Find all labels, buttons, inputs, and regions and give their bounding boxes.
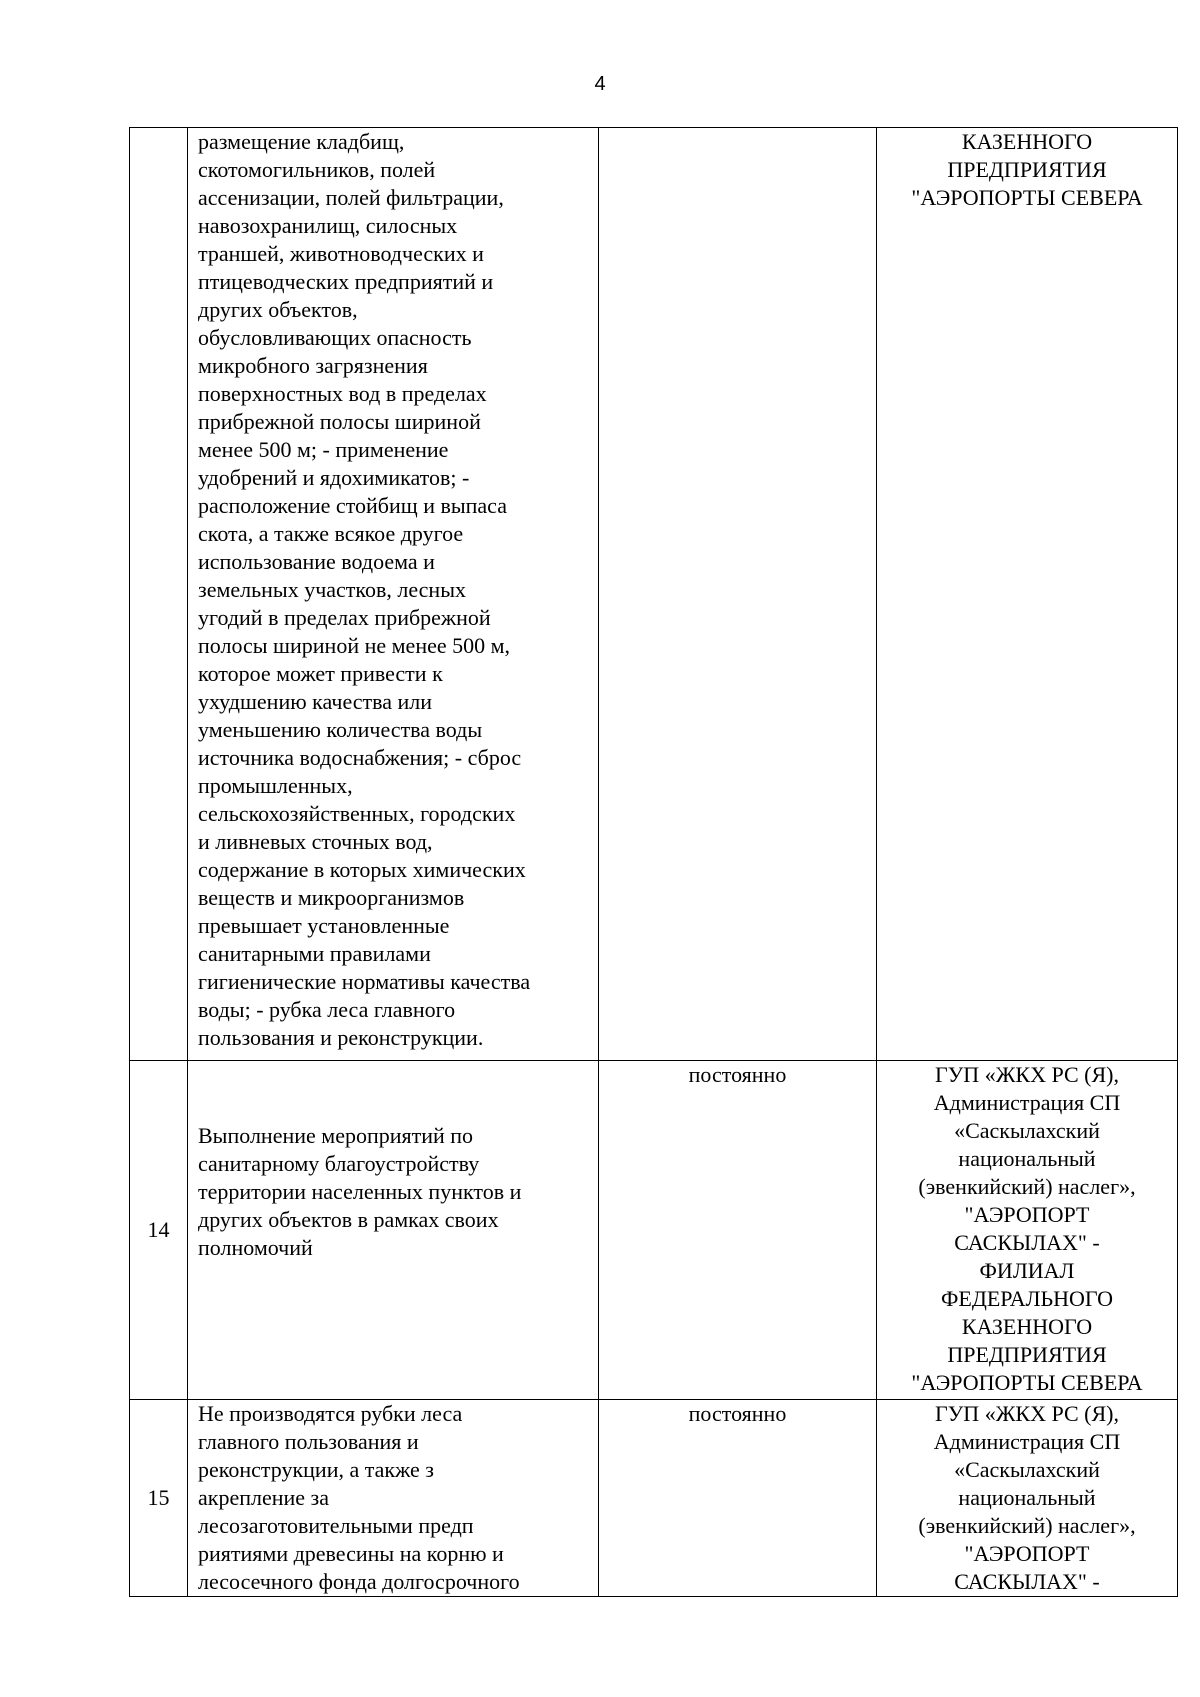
description-line: микробного загрязнения	[198, 353, 428, 378]
description-line: риятиями древесины на корню и	[198, 1541, 504, 1566]
responsible-cell	[877, 128, 1178, 1061]
responsible-line: КАЗЕННОГО	[961, 129, 1093, 154]
row-number-cell	[130, 1400, 188, 1597]
description-line: угодий в пределах прибрежной	[198, 605, 491, 630]
description-line: удобрений и ядохимикатов; -	[198, 465, 470, 490]
description-line: прибрежной полосы шириной	[198, 409, 481, 434]
description-cell	[188, 1400, 599, 1597]
responsible-line: национальный	[958, 1146, 1096, 1171]
description-line: скотомогильников, полей	[198, 157, 436, 182]
responsible-line: "АЭРОПОРТ	[964, 1202, 1090, 1227]
description-line: полномочий	[198, 1235, 313, 1260]
description-line: траншей, животноводческих и	[198, 241, 484, 266]
description-line: которое может привести к	[198, 661, 443, 686]
description-line: главного пользования и	[198, 1429, 419, 1454]
description-line: Выполнение мероприятий по	[198, 1123, 474, 1148]
description-line: лесосечного фонда долгосрочного	[198, 1569, 520, 1594]
description-line: веществ и микроорганизмов	[198, 885, 465, 910]
description-line: промышленных,	[198, 773, 353, 798]
responsible-line: Администрация СП	[933, 1429, 1121, 1454]
responsible-line: ФЕДЕРАЛЬНОГО	[941, 1286, 1113, 1311]
table-row	[130, 1400, 1178, 1597]
description-line: территории населенных пунктов и	[198, 1179, 522, 1204]
description-line: и ливневых сточных вод,	[198, 829, 433, 854]
description-line: навозохранилищ, силосных	[198, 213, 458, 238]
description-line: размещение кладбищ,	[198, 129, 405, 154]
responsible-line: Администрация СП	[933, 1090, 1121, 1115]
responsible-line: (эвенкийский) наслег»,	[918, 1513, 1136, 1538]
description-line: содержание в которых химических	[198, 857, 526, 882]
description-line: Не производятся рубки леса	[198, 1401, 463, 1426]
description-cell	[188, 1061, 599, 1400]
description-text	[198, 128, 594, 1052]
description-cell	[188, 128, 599, 1061]
description-line: ассенизации, полей фильтрации,	[198, 185, 504, 210]
term-text: постоянно	[688, 1062, 787, 1087]
description-line: обусловливающих опасность	[198, 325, 472, 350]
term-text: постоянно	[688, 1401, 787, 1426]
responsible-line: (эвенкийский) наслег»,	[918, 1174, 1136, 1199]
description-line: земельных участков, лесных	[198, 577, 466, 602]
description-line: лесозаготовительными предп	[198, 1513, 474, 1538]
row-number: 14	[147, 1217, 170, 1242]
table-row	[130, 1061, 1178, 1400]
description-line: расположение стойбищ и выпаса	[198, 493, 507, 518]
measures-table	[129, 127, 1178, 1597]
page-number: 4	[594, 73, 606, 95]
description-line: воды; - рубка леса главного	[198, 997, 456, 1022]
description-line: источника водоснабжения; - сброс	[198, 745, 522, 770]
responsible-line: ПРЕДПРИЯТИЯ	[947, 1342, 1107, 1367]
responsible-line: ПРЕДПРИЯТИЯ	[947, 157, 1107, 182]
responsible-line: САСКЫЛАХ" -	[954, 1569, 1100, 1594]
term-cell	[599, 128, 877, 1061]
responsible-line: ГУП «ЖКХ РС (Я),	[935, 1062, 1119, 1087]
description-line: санитарными правилами	[198, 941, 431, 966]
responsible-line: ГУП «ЖКХ РС (Я),	[935, 1401, 1119, 1426]
row-number-cell	[130, 128, 188, 1061]
description-line: гигиенические нормативы качества	[198, 969, 531, 994]
description-line: птицеводческих предприятий и	[198, 269, 494, 294]
description-line: других объектов,	[198, 297, 358, 322]
description-line: санитарному благоустройству	[198, 1151, 480, 1176]
description-line: превышает установленные	[198, 913, 450, 938]
responsible-line: «Саскылахский	[954, 1457, 1100, 1482]
table-row	[130, 128, 1178, 1061]
description-line: полосы шириной не менее 500 м,	[198, 633, 511, 658]
responsible-line: "АЭРОПОРТЫ СЕВЕРА	[911, 185, 1143, 210]
description-line: других объектов в рамках своих	[198, 1207, 499, 1232]
description-line: скота, а также всякое другое	[198, 521, 464, 546]
responsible-line: КАЗЕННОГО	[961, 1314, 1093, 1339]
description-line: менее 500 м; - применение	[198, 437, 449, 462]
description-line: реконструкции, а также з	[198, 1457, 434, 1482]
row-number: 15	[147, 1485, 170, 1510]
responsible-line: ФИЛИАЛ	[979, 1258, 1075, 1283]
term-cell	[599, 1400, 877, 1597]
term-cell	[599, 1061, 877, 1400]
responsible-line: "АЭРОПОРТЫ СЕВЕРА	[911, 1370, 1143, 1395]
responsible-line: национальный	[958, 1485, 1096, 1510]
description-line: акрепление за	[198, 1485, 330, 1510]
responsible-line: "АЭРОПОРТ	[964, 1541, 1090, 1566]
description-line: использование водоема и	[198, 549, 435, 574]
description-line: пользования и реконструкции.	[198, 1025, 484, 1050]
responsible-line: САСКЫЛАХ" -	[954, 1230, 1100, 1255]
responsible-cell	[877, 1400, 1178, 1597]
responsible-cell	[877, 1061, 1178, 1400]
description-line: уменьшению количества воды	[198, 717, 483, 742]
description-line: поверхностных вод в пределах	[198, 381, 487, 406]
responsible-line: «Саскылахский	[954, 1118, 1100, 1143]
row-number-cell	[130, 1061, 188, 1400]
description-line: ухудшению качества или	[198, 689, 433, 714]
description-line: сельскохозяйственных, городских	[198, 801, 516, 826]
